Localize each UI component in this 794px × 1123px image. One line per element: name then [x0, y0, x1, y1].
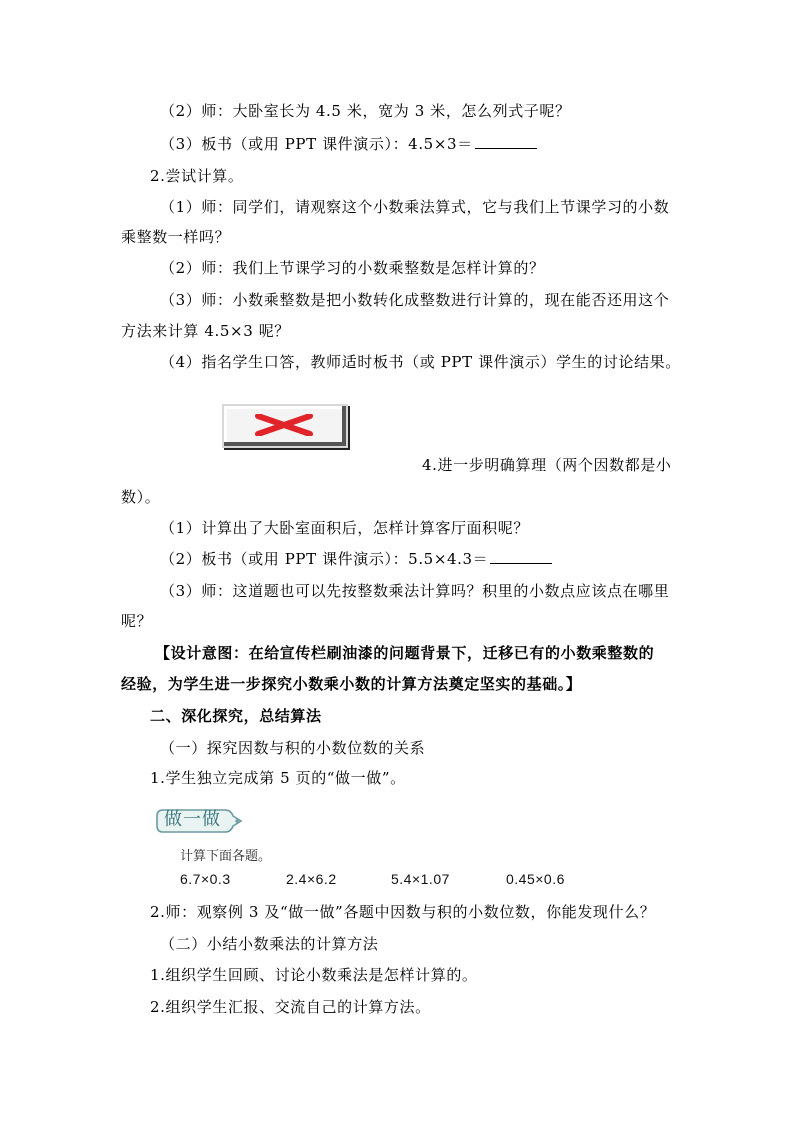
exercise-item: 6.7×0.3: [180, 871, 231, 887]
exercise-badge-label: 做一做: [164, 809, 221, 830]
text-line: 2.师：观察例 3 及“做一做”各题中因数与积的小数位数，你能发现什么？: [150, 903, 656, 921]
text-segment: （2）板书（或用 PPT 课件演示）：5.5×4.3＝: [160, 550, 489, 568]
text-line: 4.进一步明确算理（两个因数都是小: [422, 456, 672, 474]
text-line: 呢？: [121, 612, 153, 630]
exercise-item: 2.4×6.2: [286, 871, 337, 887]
text-line: 数）。: [121, 488, 161, 506]
section-heading: 二、深化探究，总结算法: [150, 707, 322, 725]
exercise-item: 5.4×1.07: [391, 871, 450, 887]
text-line: （1）师：同学们，请观察这个小数乘法算式，它与我们上节课学习的小数: [160, 198, 670, 216]
text-line: （2）师：大卧室长为 4.5 米，宽为 3 米，怎么列式子呢？: [160, 102, 571, 120]
design-intent: 经验，为学生进一步探究小数乘小数的计算方法奠定坚实的基础。】: [121, 675, 582, 693]
broken-image-icon: [222, 404, 348, 448]
text-line: 方法来计算 4.5×3 呢？: [121, 322, 290, 340]
answer-blank: [475, 134, 537, 149]
text-line: 2.组织学生汇报、交流自己的计算方法。: [150, 998, 431, 1016]
text-line: （3）师：这道题也可以先按整数乘法计算吗？积里的小数点应该点在哪里: [160, 582, 670, 600]
text-line: （一）探究因数与积的小数位数的关系: [160, 739, 426, 757]
exercise-item: 0.45×0.6: [506, 871, 565, 887]
text-line: （二）小结小数乘法的计算方法: [160, 935, 379, 953]
text-line: （1）计算出了大卧室面积后，怎样计算客厅面积呢？: [160, 519, 529, 537]
exercise-badge: [155, 806, 243, 836]
text-line: （4）指名学生口答，教师适时板书（或 PPT 课件演示）学生的讨论结果。: [160, 353, 681, 371]
design-intent: 【设计意图：在给宣传栏刷油漆的问题背景下，迁移已有的小数乘整数的: [155, 644, 655, 662]
text-line: 2.尝试计算。: [150, 167, 244, 185]
text-line: （3）师：小数乘整数是把小数转化成整数进行计算的，现在能否还用这个: [160, 291, 670, 309]
text-line: 1.组织学生回顾、讨论小数乘法是怎样计算的。: [150, 966, 478, 984]
text-line: 乘整数一样吗？: [121, 228, 231, 246]
text-line: [160, 549, 552, 569]
text-line: 1.学生独立完成第 5 页的“做一做”。: [150, 769, 406, 787]
text-segment: （3）板书（或用 PPT 课件演示）：4.5×3＝: [160, 135, 473, 153]
text-line: [160, 134, 537, 154]
exercise-instruction: 计算下面各题。: [180, 849, 272, 864]
answer-blank: [490, 549, 552, 564]
text-line: （2）师：我们上节课学习的小数乘整数是怎样计算的？: [160, 259, 545, 277]
